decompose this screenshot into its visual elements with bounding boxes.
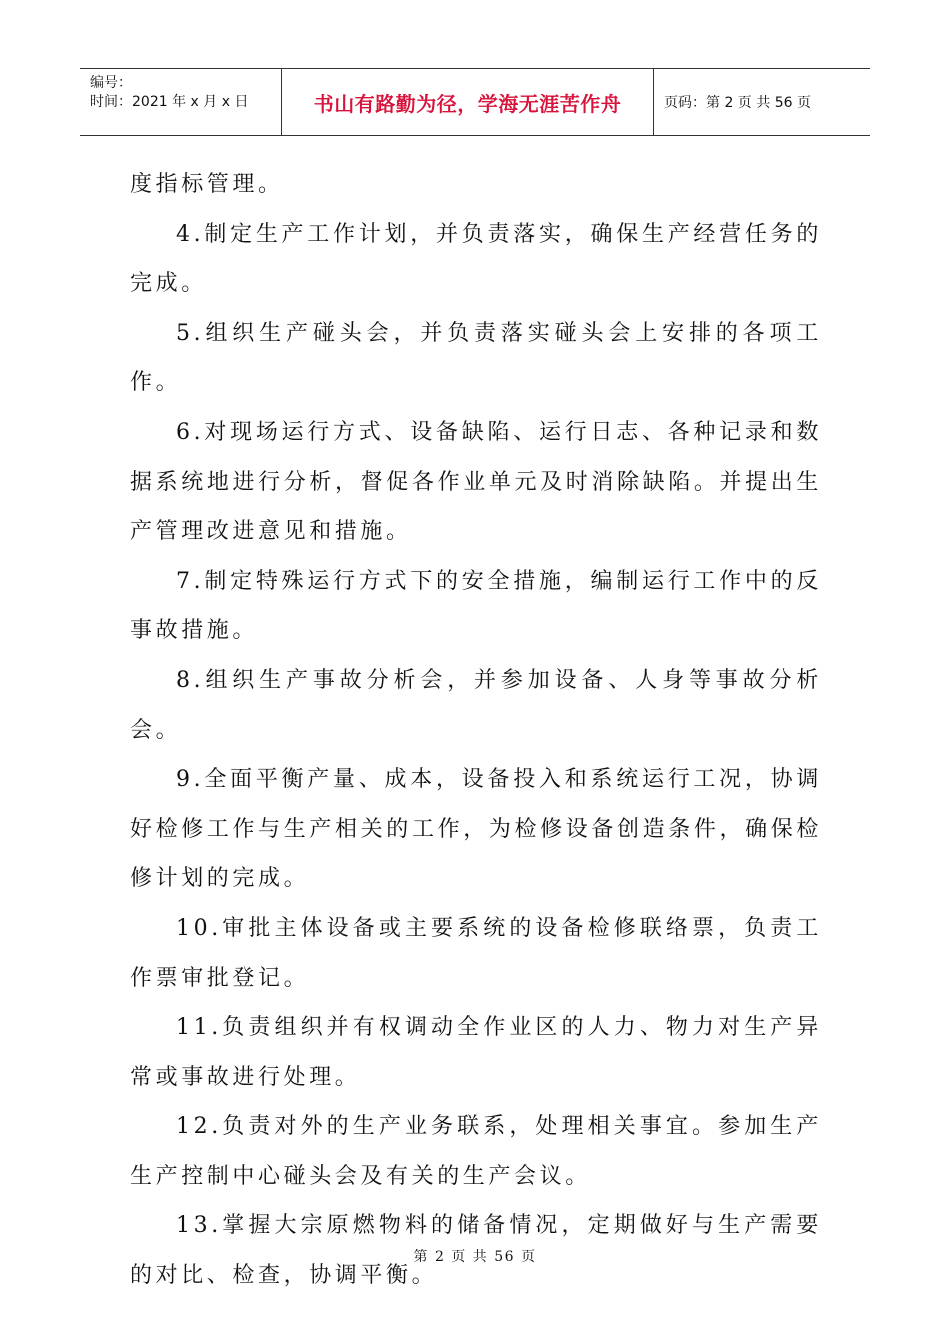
paragraph: 8.组织生产事故分析会，并参加设备、人身等事故分析会。 bbox=[130, 667, 822, 743]
paragraph: 13.掌握大宗原燃物料的储备情况，定期做好与生产需要的对比、检查，协调平衡。 bbox=[130, 1213, 822, 1289]
paragraph: 9.全面平衡产量、成本，设备投入和系统运行工况，协调好检修工作与生产相关的工作，为检修设备创造条件，确保检修计划的完成。 bbox=[130, 767, 822, 892]
header-motto-cell bbox=[282, 69, 654, 135]
paragraph: 6.对现场运行方式、设备缺陷、运行日志、各种记录和数据系统地进行分析，督促各作业单元及时消除缺陷。并提出生产管理改进意见和措施。 bbox=[130, 419, 822, 545]
paragraph: 11.负责组织并有权调动全作业区的人力、物力对生产异常或事故进行处理。 bbox=[130, 1015, 822, 1090]
document-date: 时间：2021 年 x 月 x 日 bbox=[90, 94, 249, 110]
page-footer: 第 2 页 共 56 页 bbox=[413, 1249, 537, 1265]
header-motto: 书山有路勤为径，学海无涯苦作舟 bbox=[313, 91, 622, 116]
header-meta-cell bbox=[80, 69, 282, 135]
header-page-info: 页码：第 2 页 共 56 页 bbox=[664, 95, 811, 111]
document-body bbox=[130, 160, 822, 1301]
paragraph: 12.负责对外的生产业务联系，处理相关事宜。参加生产生产控制中心碰头会及有关的生产会议。 bbox=[130, 1114, 822, 1189]
paragraph: 度指标管理。 bbox=[130, 172, 284, 197]
paragraph: 10.审批主体设备或主要系统的设备检修联络票，负责工作票审批登记。 bbox=[130, 915, 822, 991]
document-number-label: 编号： bbox=[90, 75, 132, 91]
document-header bbox=[80, 68, 870, 136]
paragraph: 4.制定生产工作计划，并负责落实，确保生产经营任务的完成。 bbox=[130, 221, 822, 297]
paragraph: 7.制定特殊运行方式下的安全措施，编制运行工作中的反事故措施。 bbox=[130, 568, 822, 644]
paragraph: 5.组织生产碰头会，并负责落实碰头会上安排的各项工作。 bbox=[130, 320, 822, 396]
